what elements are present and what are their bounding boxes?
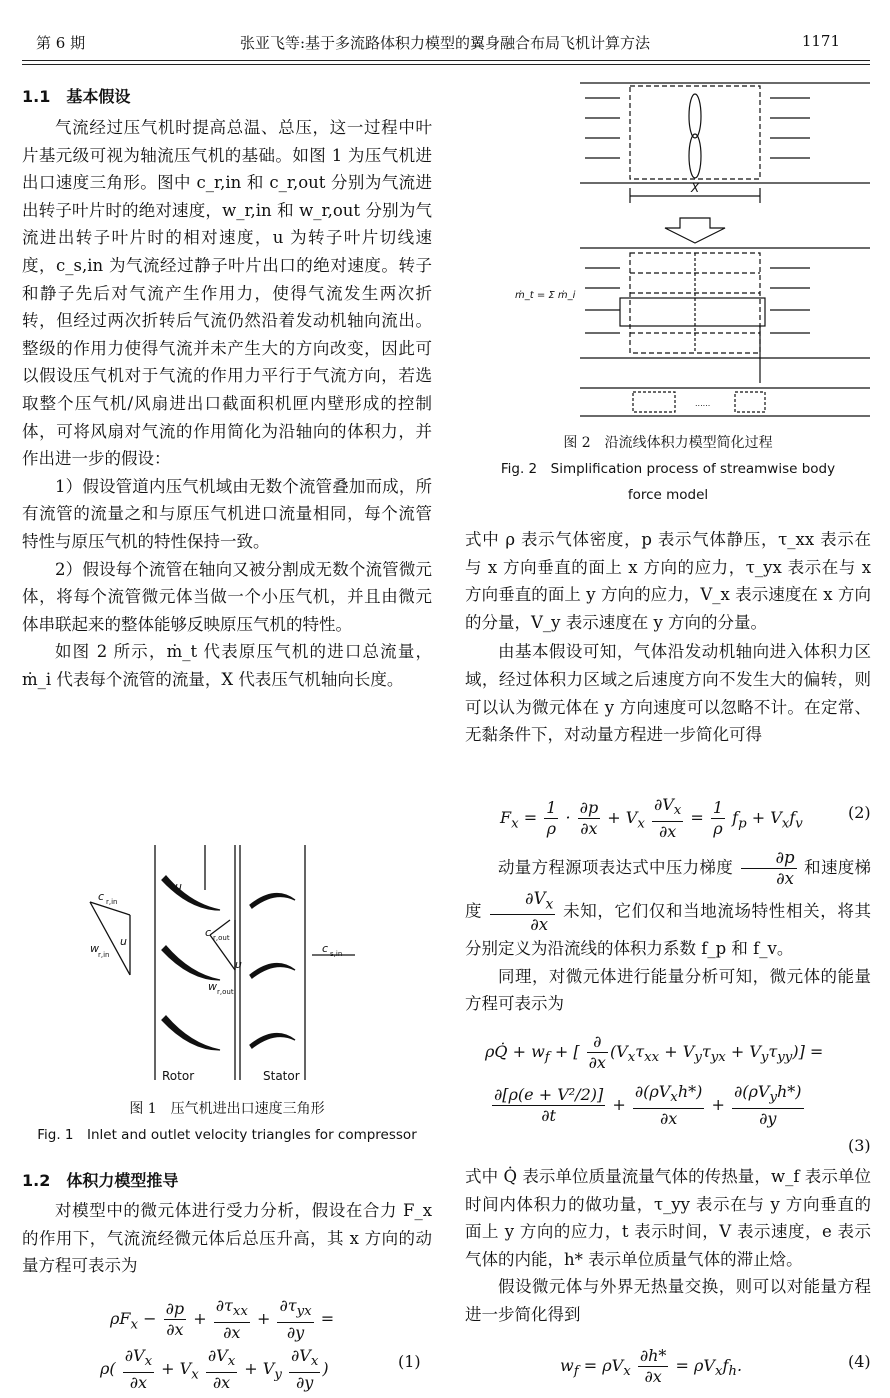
dots-label: ...... bbox=[695, 399, 711, 408]
figure-2-body-force-model bbox=[515, 78, 875, 423]
paragraph-assumption-2: 2）假设每个流管在轴向又被分割成无数个流管微元体，将每个流管微元体当做一个小压气机，并且由微元体串联起来的整体能够反映原压气机的特性。 bbox=[22, 559, 432, 634]
figure-1-caption bbox=[22, 1096, 432, 1148]
equation-4-number: (4) bbox=[848, 1352, 871, 1371]
paragraph-simplification: 由基本假设可知，气体沿发动机轴向进入体积力区域，经过体积力区域之后速度方向不发生大的偏转，则可以认为微元体在 y 方向速度可以忽略不计。在定常、无黏条件下，对动量方程进一步简化可得 bbox=[465, 642, 871, 745]
paragraph-momentum-intro: 对模型中的微元体进行受力分析，假设在合力 F_x 的作用下，气流流经微元体后总压升高，其 x 方向的动量方程可表示为 bbox=[22, 1201, 432, 1276]
paragraph-body-force-coeff: 动量方程源项表达式中压力梯度 $\frac{\partial p}{\partial x}$ 和速度梯度 $\frac{\partial V_x}{\partial x}$ 未知，它们仅和当地流场特性相关，将其分别定义为沿流线的体积力系数 f_p 和 f_v。 bbox=[465, 848, 872, 959]
right-column bbox=[465, 526, 871, 749]
u-label-2: u bbox=[120, 935, 127, 948]
equation-1-line1: $\rho F_x$ − $\frac{\partial p}{\partial x}$ + $\frac{\partial\tau_{xx}}{\partial x}$ + $\frac{\partial\tau_{yx}}{\partial y}$ = bbox=[110, 1296, 335, 1343]
u-label: u bbox=[175, 880, 182, 893]
equation-3-number: (3) bbox=[848, 1136, 871, 1155]
equation-1-number: (1) bbox=[398, 1352, 421, 1371]
w-in-label: w bbox=[90, 942, 99, 955]
paragraph-assumption-intro: 气流经过压气机时提高总温、总压，这一过程中叶片基元级可视为轴流压气机的基础。如图 1 为压气机进出口速度三角形。图中 c_r,in 和 c_r,out 分别为气流进出转子叶片时的绝对速度，w_r,in 和 w_r,out 分别为气流进出转子叶片时的相对速度，u 为转子叶片切线速度，c_s,in 为气流经过静子叶片出口的绝对速度。转子和静子先后对气流产生作用力，使得气流发生两次折转，但经过两次折转后气流仍然沿着发动机轴向流出。整级的作用力使得气流并未产生大的方向改变，因此可以假设压气机对于气流的作用力平行于气流方向，若选取整个压气机/风扇进出口截面积机匣内壁形成的控制体，可将风扇对气流的作用简化为沿轴向的体积力，并作出进一步的假设： bbox=[22, 118, 432, 469]
equation-1-line2: ρ( $\frac{\partial V_x}{\partial x}$ + $V_x$ $\frac{\partial V_x}{\partial x}$ + $V_y$ $\frac{\partial V_x}{\partial y}$ ) bbox=[100, 1346, 329, 1393]
left-column-lower bbox=[22, 1168, 432, 1280]
stator-label: Stator bbox=[263, 1069, 300, 1083]
fig1-caption-cn: 图 1 压气机进出口速度三角形 bbox=[129, 1101, 325, 1117]
fig1-caption-en: Fig. 1 Inlet and outlet velocity triangles for compressor bbox=[37, 1127, 417, 1143]
equation-3-line2: $\frac{\text{∂[ρ(e + V²/2)]}}{\partial t}$ + $\frac{\partial(\rho V_xh*)}{\partial x}$ + $\frac{\partial(\rho V_yh*)}{\partial y}$ bbox=[494, 1082, 802, 1129]
page-number: 1171 bbox=[801, 32, 840, 50]
figure-2-caption bbox=[465, 430, 871, 508]
right-column-mid bbox=[465, 848, 871, 1018]
issue-number: 第 6 期 bbox=[36, 34, 86, 52]
fig2-caption-en-2: force model bbox=[627, 487, 709, 503]
paragraph-energy-intro: 同理，对微元体进行能量分析可知，微元体的能量方程可表示为 bbox=[465, 966, 871, 1014]
paragraph-fig2-ref: 如图 2 所示，ṁ_t 代表原压气机的进口总流量，ṁ_i 代表每个流管的流量，X 代表压气机轴向长度。 bbox=[22, 642, 432, 689]
fig2-caption-cn: 图 2 沿流线体积力模型简化过程 bbox=[563, 435, 773, 451]
c-s-sub: s,in bbox=[330, 950, 343, 958]
w-in-sub: r,in bbox=[98, 951, 110, 959]
figure-1-velocity-triangles bbox=[80, 840, 380, 1090]
c-in-sub: r,in bbox=[106, 898, 118, 906]
c-out-sub: r,out bbox=[213, 934, 230, 942]
paragraph-symbols: 式中 ρ 表示气体密度，p 表示气体静压，τ_xx 表示在与 x 方向垂直的面上 x 方向的应力，τ_yx 表示在与 x 方向垂直的面上 y 方向的应力，V_x 表示速度在 x 方向的分量，V_y 表示速度在 y 方向的分量。 bbox=[465, 530, 871, 632]
u-label-3: u bbox=[235, 958, 242, 971]
paragraph-adiabatic: 假设微元体与外界无热量交换，则可以对能量方程进一步简化得到 bbox=[465, 1277, 871, 1324]
equation-2: $F_x$ = $\frac{1}{\rho}$ · $\frac{\partial p}{\partial x}$ + $V_x$ $\frac{\partial V_x}{\partial x}$ = $\frac{1}{\rho}$ $f_p + V_xf_v$ bbox=[500, 795, 803, 842]
c-out-label: c bbox=[205, 926, 212, 939]
header-rule-thin bbox=[22, 64, 870, 65]
section-1-1-heading: 1.1 基本假设 bbox=[22, 87, 131, 106]
rotor-label: Rotor bbox=[162, 1069, 195, 1083]
equation-2-number: (2) bbox=[848, 803, 871, 822]
left-column bbox=[22, 82, 432, 693]
w-out-sub: r,out bbox=[217, 988, 234, 996]
right-column-lower bbox=[465, 1163, 871, 1329]
equation-4: $w_f = \rho V_x$ $\frac{\partial h*}{\partial x}$ = $\rho V_xf_h$. bbox=[560, 1346, 743, 1386]
c-in-label: c bbox=[98, 890, 105, 903]
section-1-2-heading: 1.2 体积力模型推导 bbox=[22, 1171, 179, 1190]
paragraph-energy-symbols: 式中 Q̇ 表示单位质量流量气体的传热量，w_f 表示单位时间内体积力的做功量，τ_yy 表示在与 y 方向垂直的面上 y 方向的应力，t 表示时间，V 表示速度，e 表示气体的内能，h* 表示单位质量气体的滞止焓。 bbox=[465, 1167, 871, 1269]
equation-3-line1: ρQ̇ + $w_f$ + [ $\frac{\partial}{\partial x}$ $(V_x\tau_{xx} + V_y\tau_{yx} + V_y\tau_{yy})$] = bbox=[485, 1032, 824, 1072]
header-rule bbox=[22, 60, 870, 61]
mass-flow-label: ṁ_t = Σ ṁ_i bbox=[515, 290, 576, 301]
running-title: 张亚飞等:基于多流路体积力模型的翼身融合布局飞机计算方法 bbox=[239, 34, 651, 52]
w-out-label: w bbox=[208, 980, 217, 993]
paragraph-assumption-1: 1）假设管道内压气机域由无数个流管叠加而成，所有流管的流量之和与原压气机进口流量相同，每个流管特性与原压气机的特性保持一致。 bbox=[22, 476, 432, 551]
fig2-caption-en-1: Fig. 2 Simplification process of streamwise body bbox=[500, 461, 836, 477]
c-s-label: c bbox=[322, 942, 329, 955]
x-length-label: X bbox=[691, 181, 700, 195]
